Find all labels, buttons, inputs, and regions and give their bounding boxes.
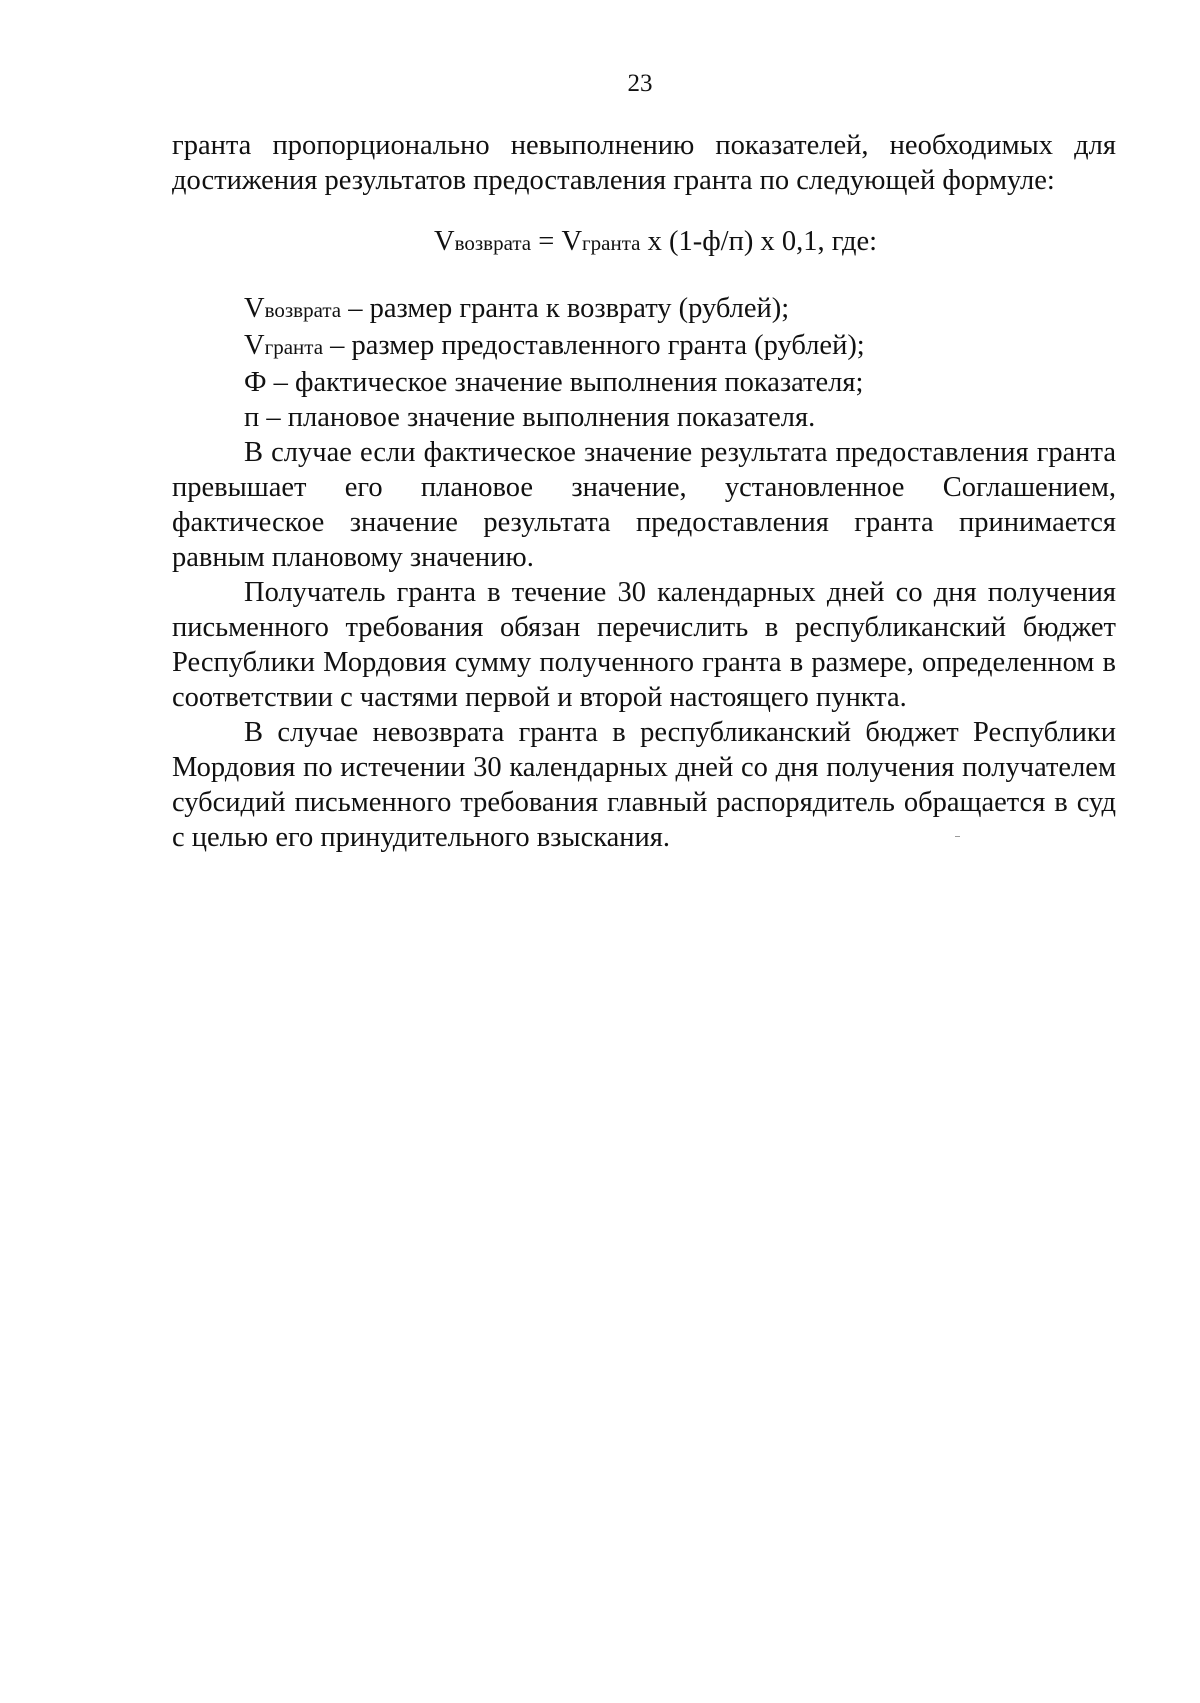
formula-v-grant: V: [561, 226, 583, 257]
definition-item: [172, 365, 1116, 400]
definition-symbol: Ф: [244, 367, 267, 398]
definition-symbol: п: [244, 402, 260, 433]
definition-text: – плановое значение выполнения показателя.: [259, 402, 816, 433]
definition-symbol: V: [244, 293, 265, 324]
paragraph-exceeds: В случае если фактическое значение результата предоставления гранта превышает его плановое значение, установленное Соглашением, фактическое значение результата предоставления гранта принимается равным плановому значению.: [172, 437, 1116, 573]
definition-item: [172, 291, 1116, 328]
formula-v-grant-label: гранта: [582, 231, 641, 255]
definition-symbol-label: возврата: [264, 298, 342, 322]
paragraph-intro: гранта пропорционально невыполнению показателей, необходимых для достижения результатов предоставления гранта по следующей формуле:: [172, 130, 1116, 196]
definition-text: – размер гранта к возврату (рублей);: [341, 293, 790, 324]
formula-v-return-label: возврата: [454, 231, 532, 255]
formula-v-return: V: [434, 226, 455, 257]
definition-item: [172, 328, 1116, 365]
formula-expression: х (1-ф/п) х 0,1, где:: [640, 226, 878, 257]
definition-text: – фактическое значение выполнения показателя;: [266, 367, 864, 398]
definition-symbol-label: гранта: [264, 335, 324, 359]
document-body: [172, 128, 1116, 855]
return-formula: [172, 224, 1116, 261]
definition-symbol: V: [244, 330, 265, 361]
definition-item: [172, 400, 1116, 435]
formula-equals: =: [531, 226, 562, 257]
paragraph-non-return: В случае невозврата гранта в республиканский бюджет Республики Мордовия по истечении 30 календарных дней со дня получения получателем субсидий письменного требования главный распорядитель обращается в суд с целью его принудительного взыскания.: [172, 717, 1116, 853]
scan-speck: [955, 836, 960, 837]
definition-text: – размер предоставленного гранта (рублей);: [323, 330, 865, 361]
paragraph-recipient: Получатель гранта в течение 30 календарных дней со дня получения письменного требования обязан перечислить в республиканский бюджет Республики Мордовия сумму полученного гранта в размере, определенном в соответствии с частями первой и второй настоящего пункта.: [172, 577, 1116, 713]
page-number: 23: [627, 70, 653, 97]
